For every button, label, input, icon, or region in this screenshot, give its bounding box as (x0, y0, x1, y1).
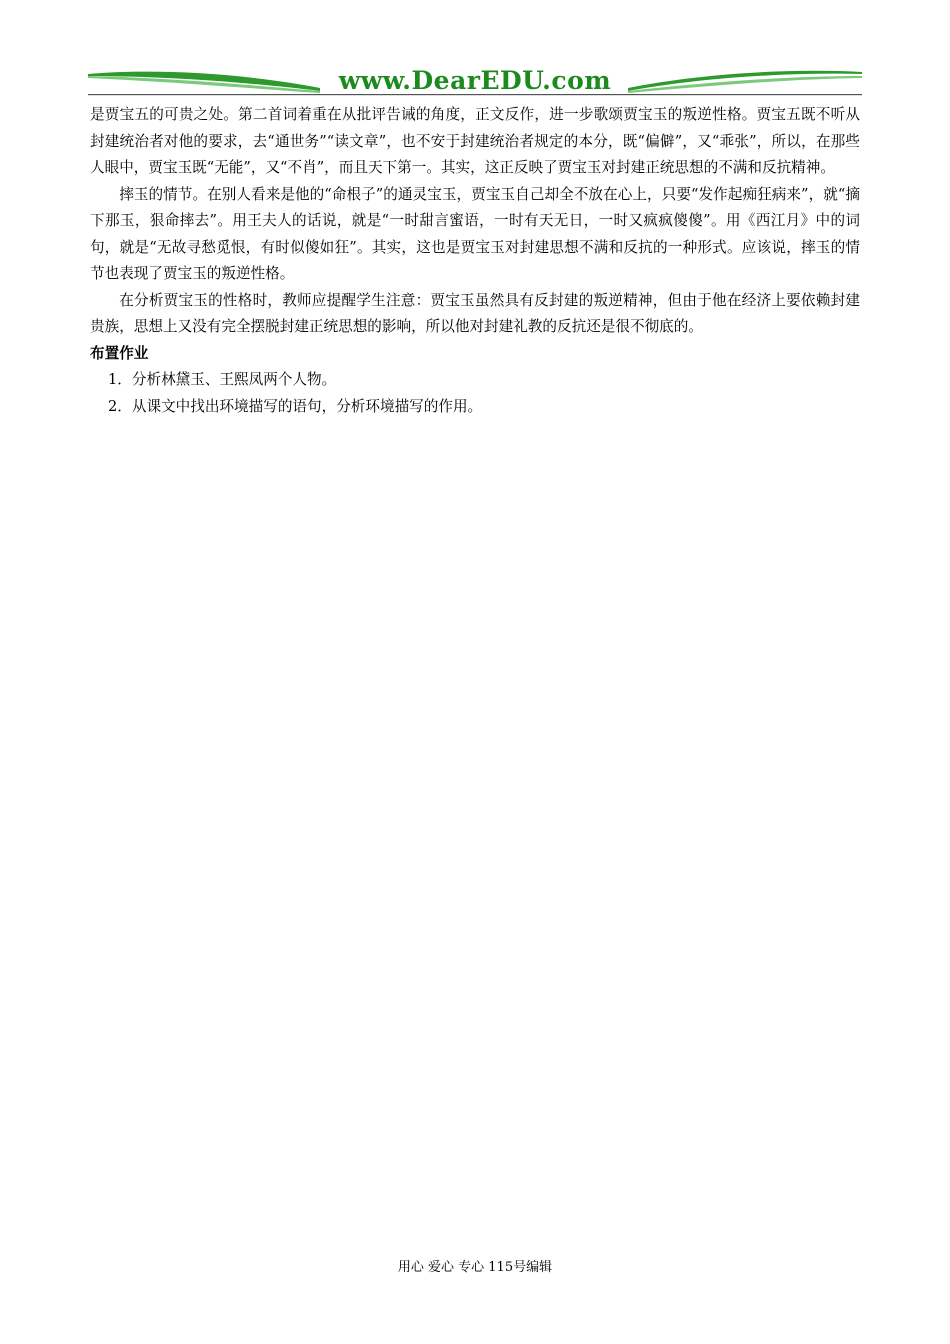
page-footer: 用心 爱心 专心 115号编辑 (397, 1260, 553, 1275)
site-header-banner (88, 64, 862, 100)
homework-item: 2．从课文中找出环境描写的语句，分析环境描写的作用。 (108, 397, 483, 415)
homework-item: 1．分析林黛玉、王熙凤两个人物。 (108, 371, 337, 388)
paragraph-jade-throwing: 摔玉的情节。在别人看来是他的“命根子”的通灵宝玉，贾宝玉自己却全不放在心上，只要“发作起痴狂病来”，就“摘下那玉，狠命摔去”。用王夫人的话说，就是“一时甜言蜜语，一时有天无日，一时又疯疯傻傻”。用《西江月》中的词句，就是“无故寻愁觅恨，有时似傻如狂”。其实，这也是贾宝玉对封建思想不满和反抗的一种形式。应该说，摔玉的情节也表现了贾宝玉的叛逆性格。 (90, 185, 860, 282)
document-body (90, 102, 860, 420)
homework-heading: 布置作业 (90, 344, 149, 362)
paragraph-continuation: 是贾宝五的可贵之处。第二首词着重在从批评告诫的角度，正文反作，进一步歌颂贾宝玉的叛逆性格。贾宝五既不听从封建统治者对他的要求，去“通世务”“读文章”，也不安于封建统治者规定的本分，既“偏僻”，又“乖张”，所以，在那些人眼中，贾宝玉既“无能”，又“不肖”，而且天下第一。其实，这正反映了贾宝玉对封建正统思想的不满和反抗精神。 (90, 106, 860, 176)
paragraph-analysis-note: 在分析贾宝玉的性格时，教师应提醒学生注意：贾宝玉虽然具有反封建的叛逆精神，但由于他在经济上要依赖封建贵族，思想上又没有完全摆脱封建正统思想的影响，所以他对封建礼教的反抗还是很不彻底的。 (90, 291, 860, 335)
site-url-logo: www.DearEDU.com (338, 66, 612, 95)
